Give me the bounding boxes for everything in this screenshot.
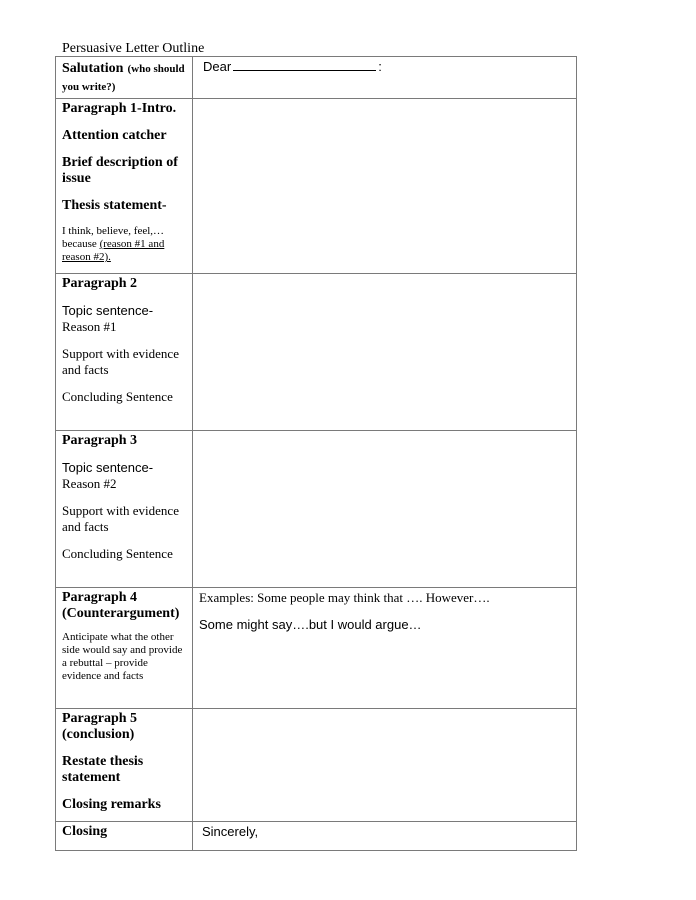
paragraph-4-note: Anticipate what the other side would say and provide a rebuttal – provide evidence and facts: [62, 631, 183, 682]
paragraph-1-label-cell: [56, 99, 193, 274]
paragraph-3-support: Support with evidence and facts: [62, 503, 179, 534]
paragraph-3-concluding: Concluding Sentence: [62, 546, 173, 561]
paragraph-5-label-cell: [56, 709, 193, 822]
row-paragraph-4: [56, 588, 577, 709]
closing-remarks: Closing remarks: [62, 797, 161, 812]
counterargument-example-1: Examples: Some people may think that …. However….: [199, 590, 490, 605]
outline-table: [55, 56, 577, 851]
row-paragraph-3: [56, 431, 577, 588]
document-title: Persuasive Letter Outline: [62, 41, 205, 56]
paragraph-1-content-cell[interactable]: [193, 99, 577, 274]
thesis-statement: Thesis statement-: [62, 198, 167, 213]
row-paragraph-5: [56, 709, 577, 822]
paragraph-4-label-cell: [56, 588, 193, 709]
paragraph-2-topic: Topic sentence- Reason #1: [62, 303, 154, 334]
paragraph-5-heading: Paragraph 5 (conclusion): [62, 711, 138, 742]
paragraph-5-content-cell[interactable]: [193, 709, 577, 822]
row-salutation: [56, 57, 577, 99]
closing-content-cell[interactable]: [193, 822, 577, 851]
salutation-note: (who should you write?): [62, 63, 185, 93]
restate-thesis: Restate thesis statement: [62, 754, 144, 785]
closing-signoff: Sincerely,: [202, 824, 259, 839]
salutation-label: Salutation: [62, 61, 124, 76]
salutation-colon: :: [378, 59, 382, 74]
paragraph-3-heading: Paragraph 3: [62, 433, 138, 448]
closing-label-cell: [56, 822, 193, 851]
paragraph-3-content-cell[interactable]: [193, 431, 577, 588]
thesis-note: I think, believe, feel,…because (reason #1 and reason #2).: [62, 225, 165, 263]
paragraph-4-content-cell[interactable]: [193, 588, 577, 709]
paragraph-2-label-cell: [56, 274, 193, 431]
thesis-reasons: (reason #1 and reason #2).: [62, 238, 165, 263]
salutation-dear: Dear: [203, 59, 232, 74]
row-closing: [56, 822, 577, 851]
paragraph-1-heading: Paragraph 1-Intro.: [62, 101, 177, 116]
recipient-blank[interactable]: [233, 59, 376, 71]
paragraph-2-heading: Paragraph 2: [62, 276, 138, 291]
attention-catcher: Attention catcher: [62, 128, 167, 143]
salutation-content-cell[interactable]: [193, 57, 577, 99]
paragraph-4-heading: Paragraph 4 (Counterargument): [62, 590, 180, 621]
paragraph-2-concluding: Concluding Sentence: [62, 389, 173, 404]
paragraph-2-support: Support with evidence and facts: [62, 346, 179, 377]
counterargument-example-2: Some might say….but I would argue…: [199, 617, 422, 632]
closing-label: Closing: [62, 824, 108, 839]
paragraph-3-topic: Topic sentence- Reason #2: [62, 460, 154, 491]
brief-description: Brief description of issue: [62, 155, 178, 186]
paragraph-3-label-cell: [56, 431, 193, 588]
row-paragraph-1: [56, 99, 577, 274]
row-paragraph-2: [56, 274, 577, 431]
paragraph-2-content-cell[interactable]: [193, 274, 577, 431]
salutation-label-cell: [56, 57, 193, 99]
